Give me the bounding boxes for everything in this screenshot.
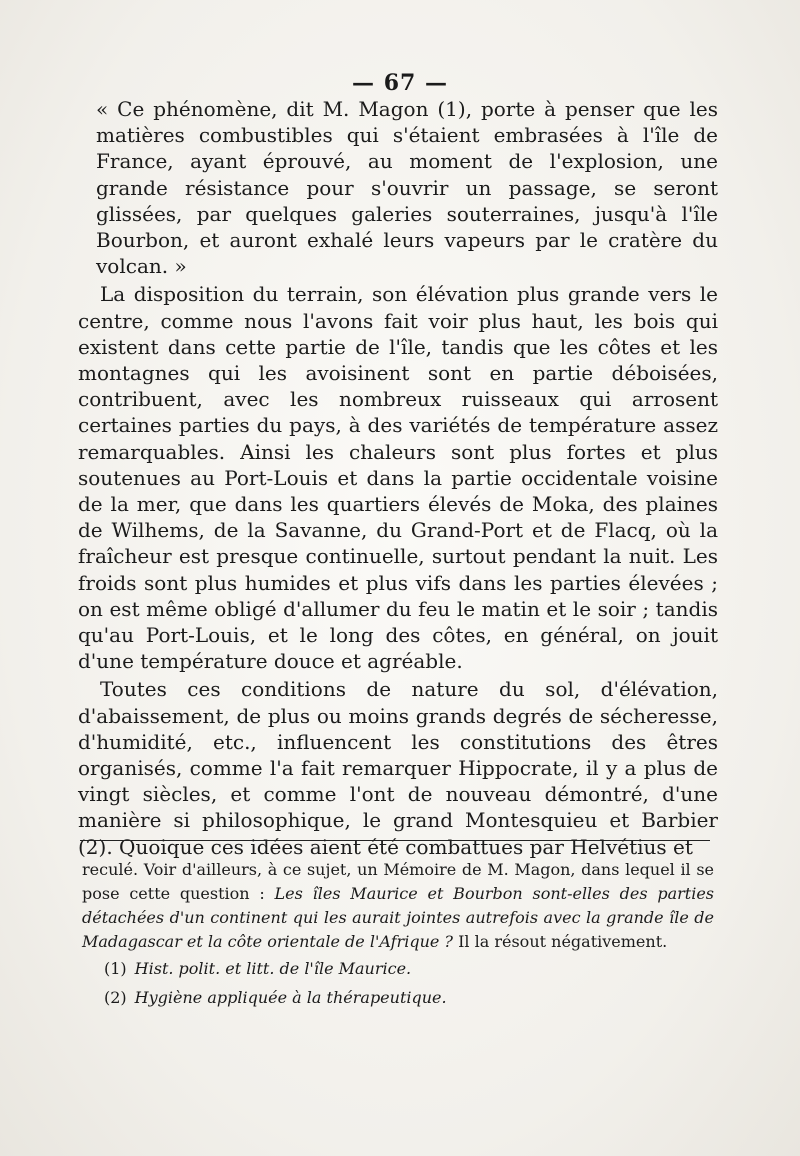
- footnotes: [104, 958, 704, 1016]
- footnote-2-number: (2): [104, 988, 127, 1007]
- page-number: — 67 —: [352, 70, 448, 96]
- main-text: [78, 96, 718, 860]
- footnote-continuation-text: reculé. Voir d'ailleurs, à ce sujet, un Mémoire de M. Magon, dans lequel il se pose cette question :: [82, 860, 714, 903]
- paragraph-quote: « Ce phénomène, dit M. Magon (1), porte à penser que les matières combustibles qui s'étaient embrasées à l'île de France, ayant éprouvé, au moment de l'explosion, une grande résistance pour s'ouvrir un passage, se seront glissées, par quelques galeries souterraines, jusqu'à l'île Bourbon, et auront exhalé leurs vapeurs par le cratère du volcan. »: [96, 97, 718, 279]
- footnote-2: [104, 987, 704, 1009]
- footnote-continuation-conclusion: Il la résout négativement.: [453, 932, 668, 951]
- footnote-continuation-question: Les îles Maurice et Bourbon sont-elles des parties détachées d'un continent qui les aurait jointes autrefois avec la grande île de Madagascar et la côte orientale de l'Afrique ?: [82, 884, 714, 951]
- footnote-1: [104, 958, 704, 980]
- paragraph-conditions: Toutes ces conditions de nature du sol, d'élévation, d'abaissement, de plus ou moins grands degrés de sécheresse, d'humidité, etc., influencent les constitutions des êtres organisés, comme l'a fait remarquer Hippocrate, il y a plus de vingt siècles, et comme l'ont de nouveau démontré, d'une manière si philosophique, le grand Montesquieu et Barbier (2). Quoique ces idées aient été combattues par Helvétius et: [78, 677, 718, 859]
- footnote-1-number: (1): [104, 959, 127, 978]
- footnote-2-text: Hygiène appliquée à la thérapeutique.: [134, 988, 447, 1007]
- paragraph-terrain: La disposition du terrain, son élévation plus grande vers le centre, comme nous l'avons fait voir plus haut, les bois qui existent dans cette partie de l'île, tandis que les côtes et les montagnes qui les avoisinent sont en partie déboisées, contribuent, avec les nombreux ruisseaux qui arrosent certaines parties du pays, à des variétés de température assez remarquables. Ainsi les chaleurs sont plus fortes et plus soutenues au Port-Louis et dans la partie occidentale voisine de la mer, que dans les quartiers élevés de Moka, des plaines de Wilhems, de la Savanne, du Grand-Port et de Flacq, où la fraîcheur est presque continuelle, surtout pendant la nuit. Les froids sont plus humides et plus vifs dans les parties élevées ; on est même obligé d'allumer du feu le matin et le soir ; tandis qu'au Port-Louis, et le long des côtes, en général, on jouit d'une température douce et agréable.: [78, 282, 718, 674]
- footnote-continuation: [82, 858, 714, 954]
- footnote-1-text: Hist. polit. et litt. de l'île Maurice.: [134, 959, 412, 978]
- footnote-divider: [80, 840, 710, 841]
